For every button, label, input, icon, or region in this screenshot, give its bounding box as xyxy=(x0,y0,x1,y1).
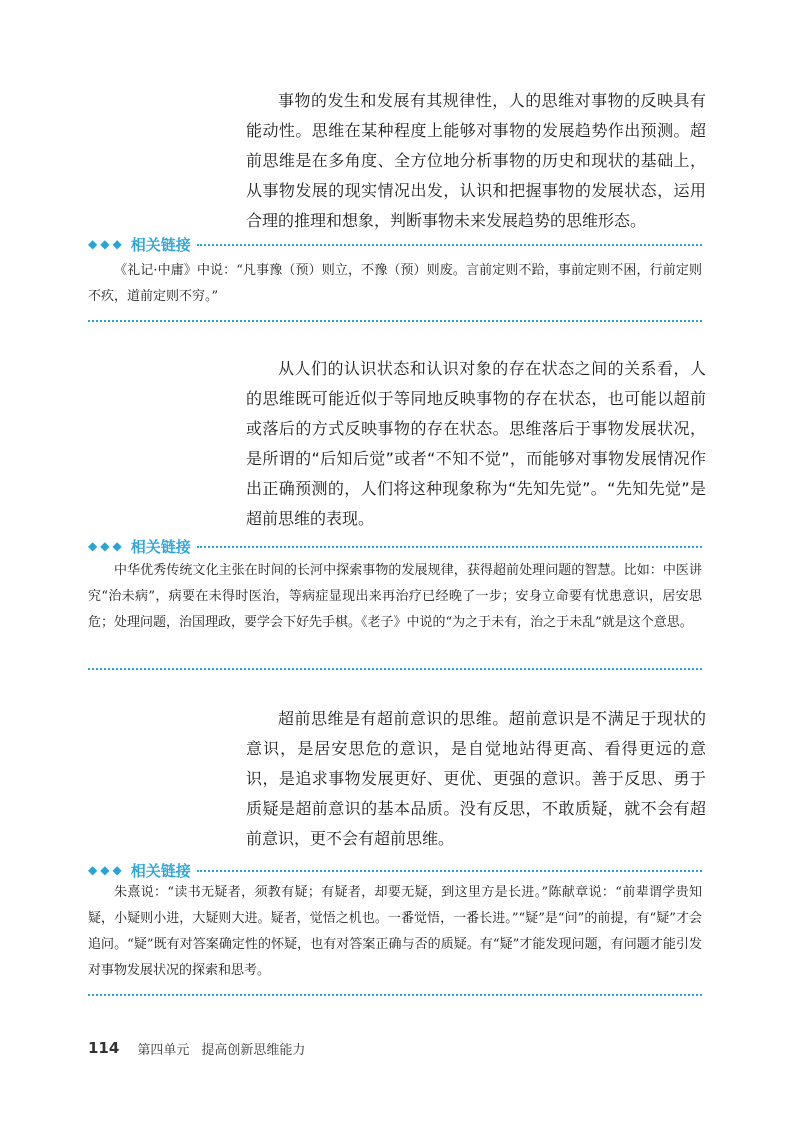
dotted-divider xyxy=(88,668,702,670)
related-link-text: 《礼记·中庸》中说：“凡事豫（预）则立，不豫（预）则废。言前定则不跲，事前定则不困，行前定则不疚，道前定则不穷。” xyxy=(88,263,702,304)
related-link-body-2 xyxy=(88,558,702,636)
diamond-icon: ◆◆◆ xyxy=(88,539,125,553)
related-link-title: 相关链接 xyxy=(130,861,191,880)
diamond-icon: ◆◆◆ xyxy=(88,863,125,877)
unit-title: 提高创新思维能力 xyxy=(201,1042,306,1058)
body-paragraph-2 xyxy=(246,354,706,534)
paragraph-text: 超前思维是有超前意识的思维。超前意识是不满足于现状的意识，是居安思危的意识，是自觉地站得更高、看得更远的意识，是追求事物发展更好、更优、更强的意识。善于反思、勇于质疑是超前意识的基本品质。没有反思，不敢质疑，就不会有超前意识，更不会有超前思维。 xyxy=(246,709,706,848)
related-link-header-3 xyxy=(88,858,702,882)
related-link-body-3 xyxy=(88,880,702,984)
related-link-text: 中华优秀传统文化主张在时间的长河中探索事物的发展规律，获得超前处理问题的智慧。比如：中医讲究“治未病”，病要在未得时医治，等病症显现出来再治疗已经晚了一步；安身立命要有忧患意识，居安思危；处理问题，治国理政，要学会下好先手棋。《老子》中说的“为之于未有，治之于未乱”就是这个意思。 xyxy=(88,563,702,630)
paragraph-text: 事物的发生和发展有其规律性，人的思维对事物的反映具有能动性。思维在某种程度上能够对事物的发展趋势作出预测。超前思维是在多角度、全方位地分析事物的历史和现状的基础上，从事物发展的现实情况出发，认识和把握事物的发展状态，运用合理的推理和想象，判断事物未来发展趋势的思维形态。 xyxy=(246,91,706,230)
dotted-divider xyxy=(88,994,702,996)
dotted-divider xyxy=(197,870,702,872)
paragraph-text: 从人们的认识状态和认识对象的存在状态之间的关系看，人的思维既可能近似于等同地反映事物的存在状态，也可能以超前或落后的方式反映事物的存在状态。思维落后于事物发展状况，是所谓的“后知后觉”或者“不知不觉”，而能够对事物发展情况作出正确预测的，人们将这种现象称为“先知先觉”。“先知先觉”是超前思维的表现。 xyxy=(246,359,706,528)
unit-label: 第四单元 xyxy=(137,1042,190,1058)
related-link-text: 朱熹说：“读书无疑者，须教有疑；有疑者，却要无疑，到这里方是长进。”陈献章说：“前辈谓学贵知疑，小疑则小进，大疑则大进。疑者，觉悟之机也。一番觉悟，一番长进。”“疑”是“问”的前提，有“疑”才会追问。“疑”既有对答案确定性的怀疑，也有对答案正确与否的质疑。有“疑”才能发现问题，有问题才能引发对事物发展状况的探索和思考。 xyxy=(88,885,702,978)
dotted-divider xyxy=(197,244,702,246)
related-link-header-1 xyxy=(88,232,702,256)
body-paragraph-3 xyxy=(246,704,706,854)
page-number: 114 xyxy=(88,1039,120,1057)
body-paragraph-1 xyxy=(246,86,706,236)
diamond-icon: ◆◆◆ xyxy=(88,237,125,251)
related-link-body-1 xyxy=(88,258,702,310)
related-link-title: 相关链接 xyxy=(130,235,191,254)
dotted-divider xyxy=(88,320,702,322)
page-footer xyxy=(88,1036,305,1060)
related-link-header-2 xyxy=(88,534,702,558)
related-link-title: 相关链接 xyxy=(130,537,191,556)
dotted-divider xyxy=(197,546,702,548)
